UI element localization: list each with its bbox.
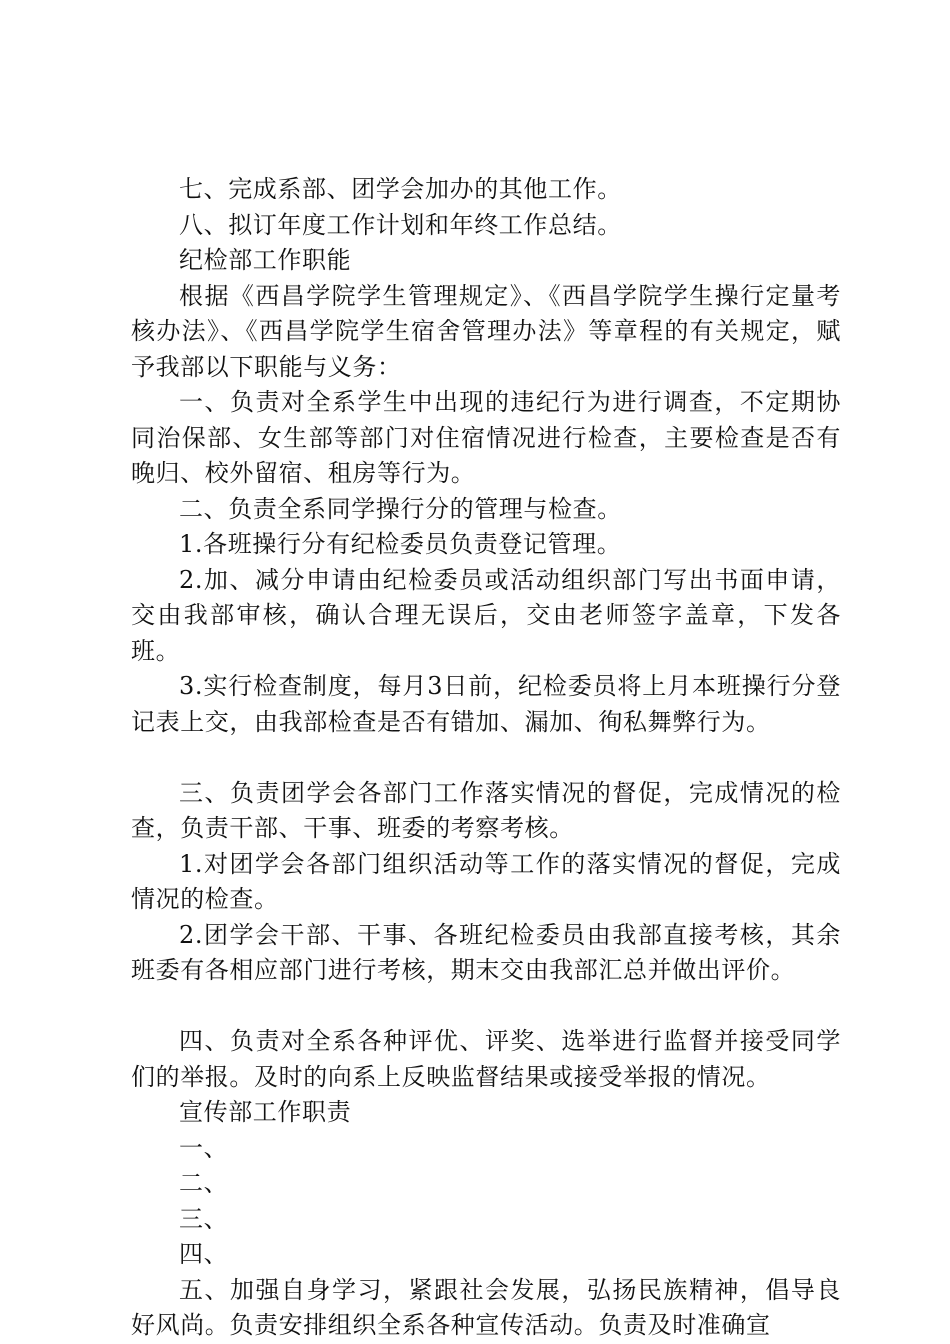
paragraph-basis: 根据《西昌学院学生管理规定》、《西昌学院学生操行定量考核办法》、《西昌学院学生宿舍管理办法》等章程的有关规定，赋予我部以下职能与义务：	[131, 281, 841, 381]
list-item-publicity-1: 一、	[179, 1133, 229, 1162]
list-item-publicity-5: 五、加强自身学习，紧跟社会发展，弘扬民族精神，倡导良好风尚。负责安排组织全系各种宣传活动。负责及时准确宣	[131, 1275, 841, 1339]
paragraph-duty-2-2: 2.加、减分申请由纪检委员或活动组织部门写出书面申请，交由我部审核，确认合理无误后，交由老师签字盖章，下发各班。	[131, 565, 841, 665]
section-heading-discipline: 纪检部工作职能	[179, 246, 352, 274]
list-item-publicity-2: 二、	[179, 1169, 229, 1197]
paragraph-item-8: 八、拟订年度工作计划和年终工作总结。	[179, 210, 622, 239]
paragraph-duty-2: 二、负责全系同学操行分的管理与检查。	[179, 494, 622, 523]
list-item-publicity-3: 三、	[179, 1204, 229, 1233]
paragraph-duty-3: 三、负责团学会各部门工作落实情况的督促，完成情况的检查，负责干部、干事、班委的考察考核。	[131, 778, 841, 842]
paragraph-duty-2-3: 3.实行检查制度，每月3日前，纪检委员将上月本班操行分登记表上交，由我部检查是否有错加、漏加、徇私舞弊行为。	[131, 672, 841, 736]
paragraph-duty-1: 一、负责对全系学生中出现的违纪行为进行调查，不定期协同治保部、女生部等部门对住宿情况进行检查，主要检查是否有晚归、校外留宿、租房等行为。	[131, 388, 841, 487]
paragraph-duty-2-1: 1.各班操行分有纪检委员负责登记管理。	[179, 530, 622, 558]
paragraph-duty-3-1: 1.对团学会各部门组织活动等工作的落实情况的督促，完成情况的检查。	[131, 849, 841, 913]
section-heading-publicity: 宣传部工作职责	[179, 1098, 352, 1126]
blank-line	[131, 989, 841, 1025]
paragraph-duty-3-2: 2.团学会干部、干事、各班纪检委员由我部直接考核，其余班委有各相应部门进行考核，期末交由我部汇总并做出评价。	[131, 920, 841, 984]
document-body	[131, 172, 841, 1344]
list-item-publicity-4: 四、	[179, 1240, 229, 1268]
blank-line	[131, 740, 841, 776]
paragraph-duty-4: 四、负责对全系各种评优、评奖、选举进行监督并接受同学们的举报。及时的向系上反映监督结果或接受举报的情况。	[131, 1027, 841, 1091]
paragraph-item-7: 七、完成系部、团学会加办的其他工作。	[179, 175, 622, 203]
